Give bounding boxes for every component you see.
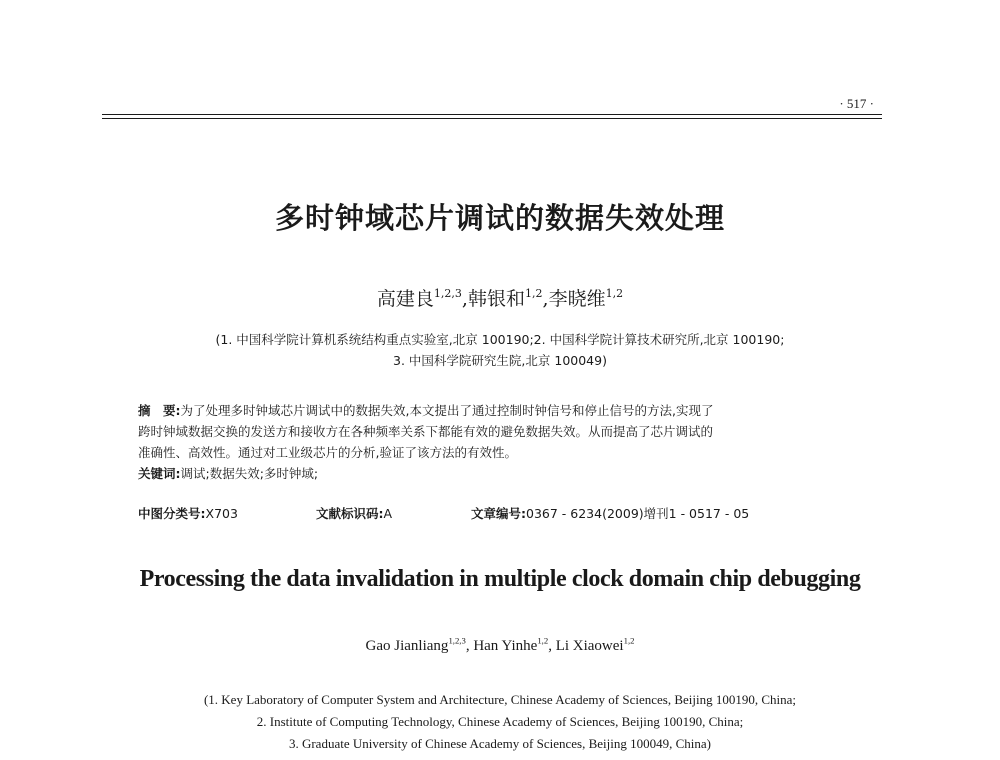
chinese-title: 多时钟域芯片调试的数据失效处理 <box>274 201 725 235</box>
affiliation-line: 3. Graduate University of Chinese Academy of Sciences, Beijing 100049, China) <box>288 736 712 751</box>
abstract-label: 摘 要: <box>138 403 181 418</box>
english-authors <box>0 635 1000 655</box>
affiliation-marks: 1,2 <box>623 635 635 646</box>
author-name: 李晓维 <box>548 288 606 310</box>
author-separator: , <box>548 638 556 654</box>
affiliation-marks: 1,2 <box>524 286 543 300</box>
english-affiliations <box>0 689 1000 755</box>
affiliation-marks: 1,2 <box>537 635 549 646</box>
author-name: Li Xiaowei <box>555 638 624 654</box>
affiliation-line: 2. Institute of Computing Technology, Chinese Academy of Sciences, Beijing 100190, China; <box>256 714 744 729</box>
author-separator: , <box>542 288 549 310</box>
affiliation-marks: 1,2,3 <box>433 286 462 300</box>
chinese-affiliations <box>0 329 1000 371</box>
header-rule-thin <box>102 118 882 119</box>
article-id-value: 0367 - 6234(2009)增刊1 - 0517 - 05 <box>526 506 750 521</box>
classification <box>138 504 238 522</box>
author-name: Gao Jianliang <box>365 638 449 654</box>
abstract-line: 准确性、高效性。通过对工业级芯片的分析,验证了该方法的有效性。 <box>138 445 517 460</box>
author-separator: , <box>461 288 468 310</box>
keywords-line <box>138 463 868 484</box>
author-separator: , <box>465 638 474 654</box>
keywords-value: 调试;数据失效;多时钟域; <box>180 466 319 481</box>
article-id-label: 文章编号: <box>471 506 526 521</box>
author-name: 高建良 <box>376 288 434 310</box>
affiliation-line: 3. 中国科学院研究生院,北京 100049) <box>393 353 607 368</box>
document-code <box>316 504 392 522</box>
affiliation-line: (1. 中国科学院计算机系统结构重点实验室,北京 100190;2. 中国科学院计算技术研究所,北京 100190; <box>215 332 785 347</box>
author-name: Han Yinhe <box>473 638 538 654</box>
classification-value: X703 <box>205 506 238 521</box>
abstract <box>138 400 868 484</box>
keywords-label: 关键词: <box>138 466 181 481</box>
document-code-label: 文献标识码: <box>316 506 384 521</box>
affiliation-marks: 1,2 <box>605 286 624 300</box>
affiliation-marks: 1,2,3 <box>448 635 466 646</box>
article-id <box>471 504 749 522</box>
chinese-authors <box>0 284 1000 311</box>
page-number: · 517 · <box>839 96 874 111</box>
document-code-value: A <box>383 506 393 521</box>
header-rule-thick <box>102 114 882 115</box>
abstract-line <box>138 400 868 421</box>
english-title: Processing the data invalidation in multiple clock domain chip debugging <box>139 566 861 592</box>
author-name: 韩银和 <box>467 288 525 310</box>
affiliation-line: (1. Key Laboratory of Computer System and Architecture, Chinese Academy of Sciences, Beijing 100190, China; <box>203 692 797 707</box>
abstract-text: 为了处理多时钟域芯片调试中的数据失效,本文提出了通过控制时钟信号和停止信号的方法,实现了 <box>180 403 714 418</box>
abstract-line: 跨时钟域数据交换的发送方和接收方在各种频率关系下都能有效的避免数据失效。从而提高了芯片调试的 <box>138 424 714 439</box>
classification-label: 中图分类号: <box>138 506 206 521</box>
